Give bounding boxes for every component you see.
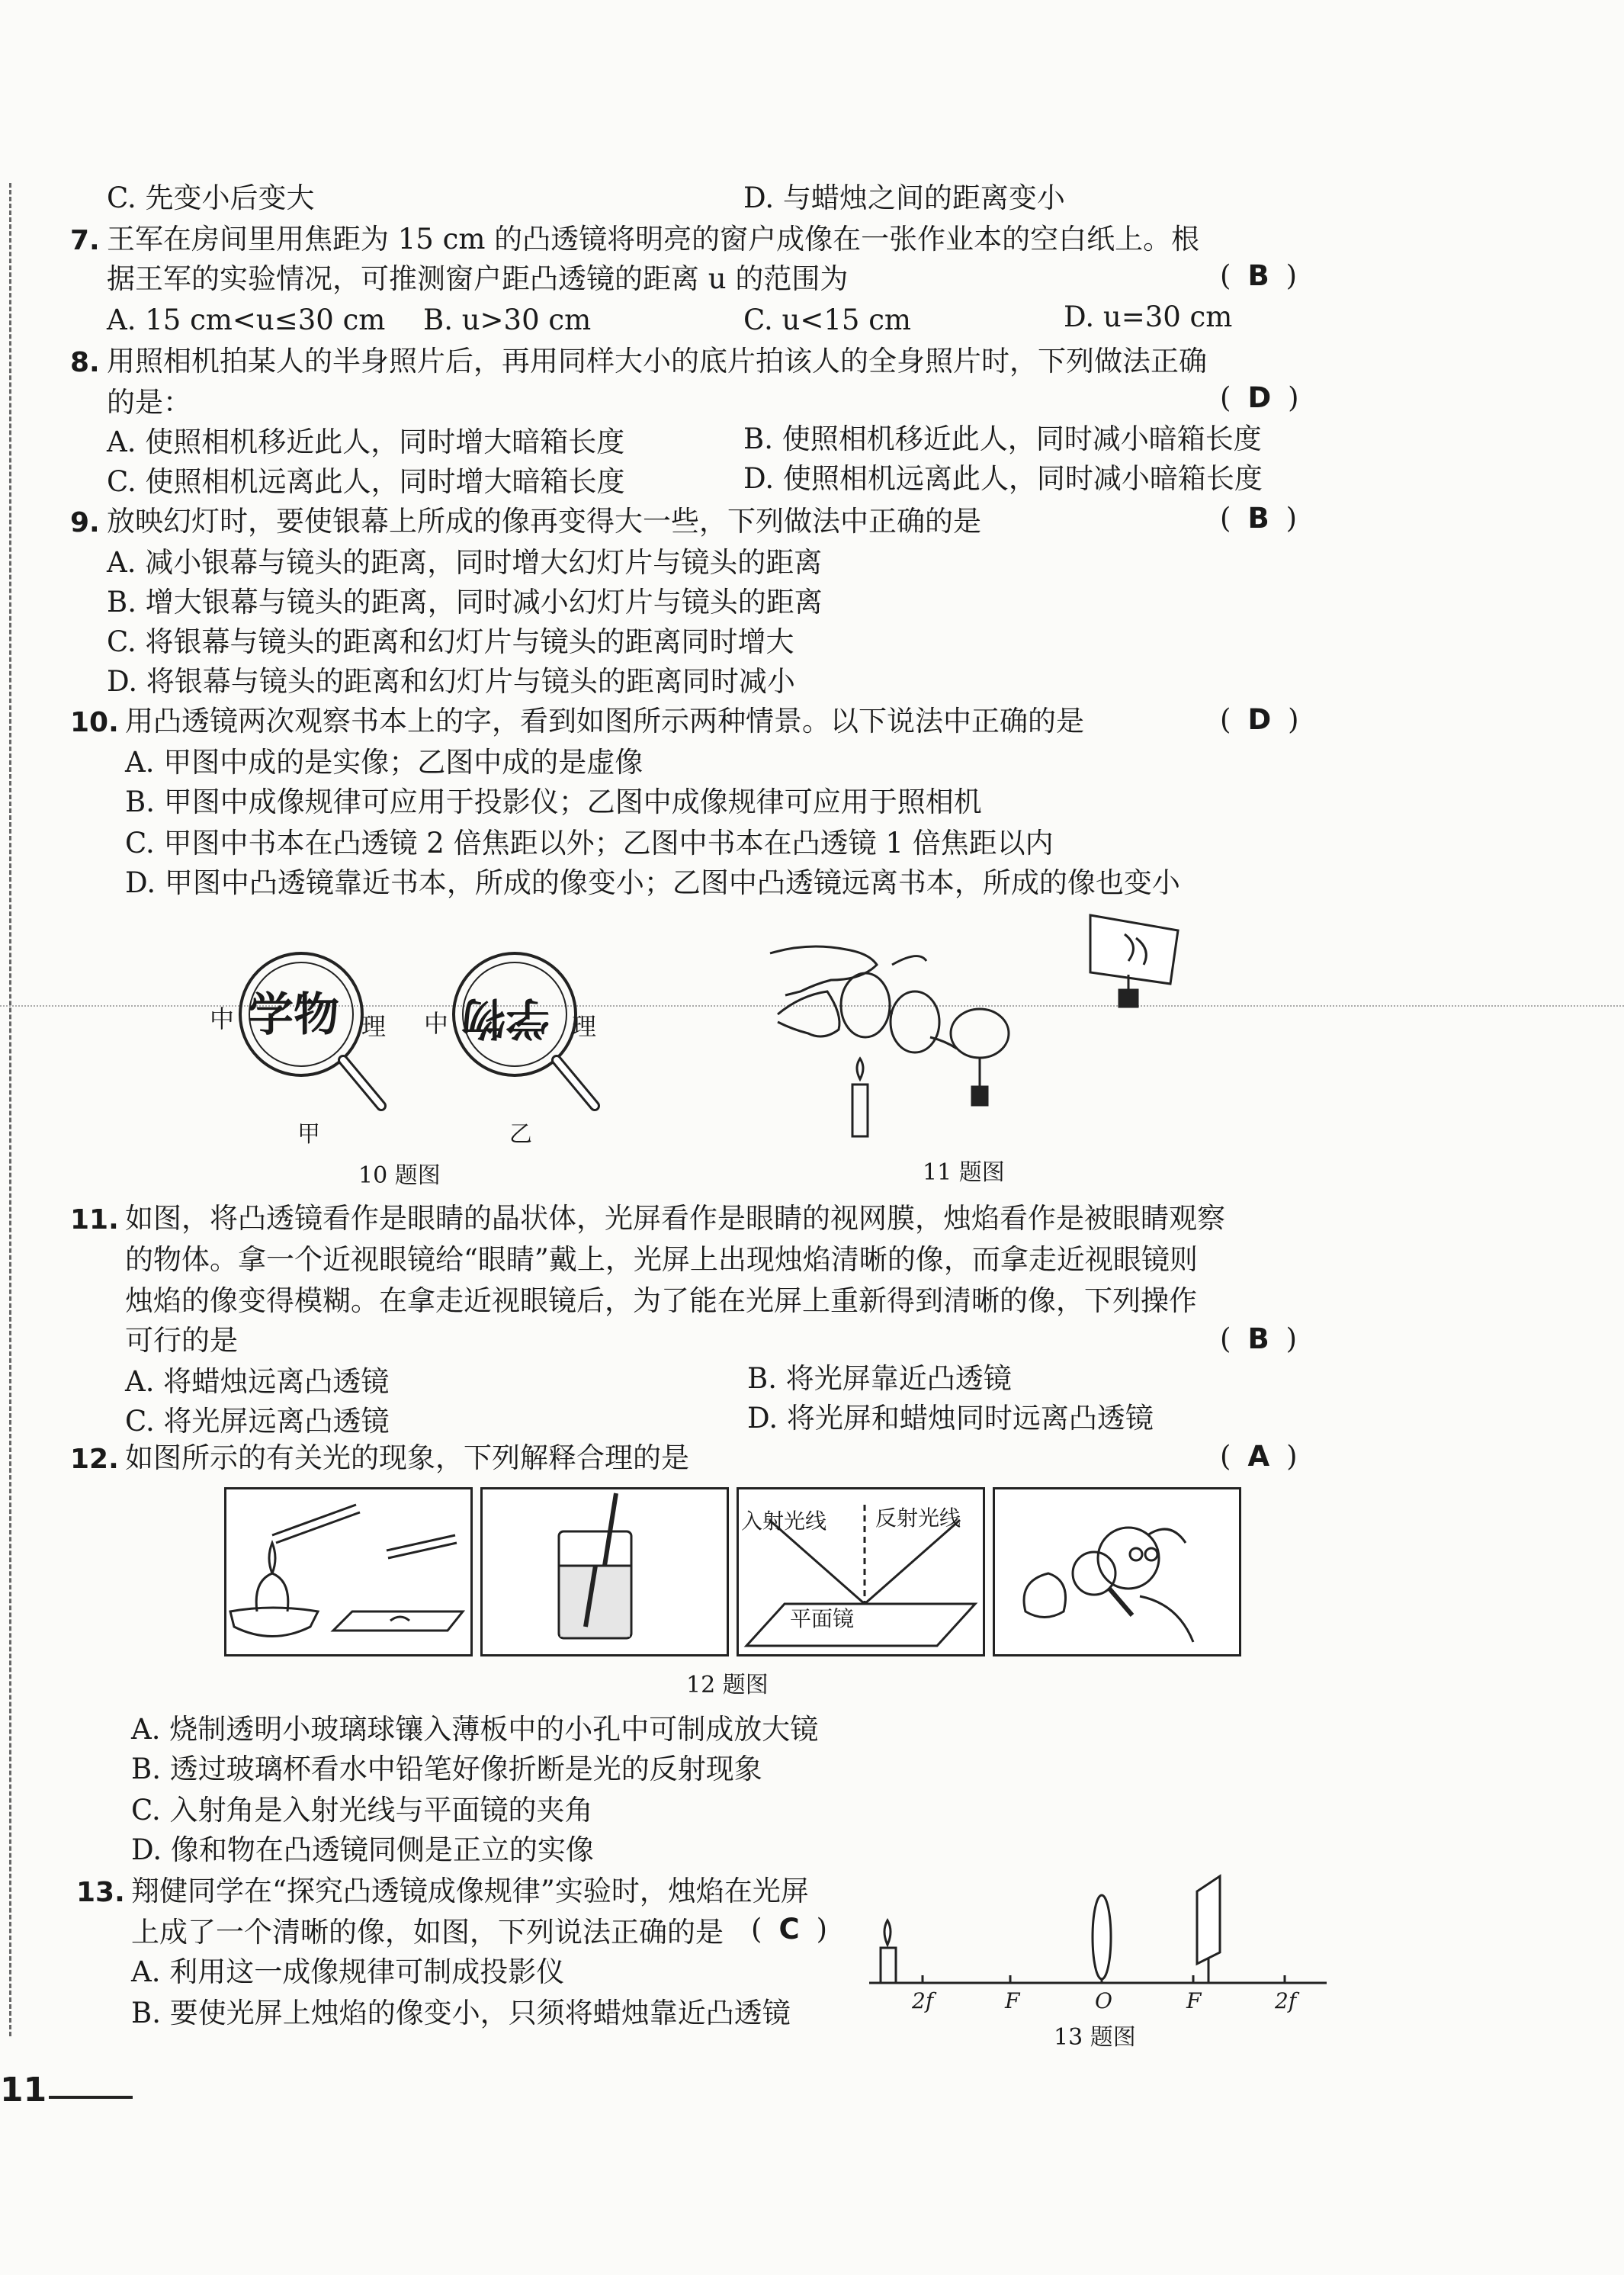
fig12-panel-pencil-in-water [480,1487,729,1656]
fig10-yi-right-char: 理 [572,1012,597,1041]
q7-option-a: A. 15 cm<u≤30 cm [107,304,386,336]
q9-option-a: A. 减小银幕与镜头的距离，同时增大幻灯片与镜头的距离 [107,546,823,579]
q11-stem-3: 烛焰的像变得模糊。在拿走近视眼镜后，为了能在光屏上重新得到清晰的像，下列操作 [125,1284,1197,1317]
q13-stem-1: 翔健同学在“探究凸透镜成像规律”实验时，烛焰在光屏 [131,1875,809,1907]
q12-answer-letter: A [1247,1440,1270,1473]
q11-option-a: A. 将蜡烛远离凸透镜 [125,1365,390,1398]
q13-answer: ( C ) [751,1913,828,1946]
fig10-jia-right-char: 理 [361,1012,387,1041]
q10-number: 10. [70,707,119,738]
fig12-caption: 12 题图 [686,1672,769,1698]
q7-stem-1: 王军在房间里用焦距为 15 cm 的凸透镜将明亮的窗户成像在一张作业本的空白纸上。根 [107,223,1200,255]
page-number: 11 [0,2071,47,2110]
candle [881,1920,896,1983]
q11-stem-2: 的物体。拿一个近视眼镜给“眼睛”戴上，光屏上出现烛焰清晰的像，而拿走近视眼镜则 [125,1243,1198,1276]
q13-answer-letter: C [778,1913,800,1946]
q9-option-b: B. 增大银幕与镜头的距离，同时减小幻灯片与镜头的距离 [107,586,823,619]
q10-answer-letter: D [1247,703,1272,736]
q13-stem-2: 上成了一个清晰的像，如图，下列说法正确的是 [131,1916,724,1949]
q11-answer: ( B ) [1220,1322,1298,1355]
q8-option-d: D. 使照相机远离此人，同时减小暗箱长度 [743,462,1263,495]
q7-answer-letter: B [1247,259,1269,292]
fig10-jia-left-char: 中 [210,1004,235,1033]
fig13-tick-2f-left: 2f [912,1988,934,2013]
fig12-panel4-drawing [995,1489,1239,1654]
light-screen [1090,915,1178,1007]
q8-option-a: A. 使照相机移近此人，同时增大暗箱长度 [107,426,625,458]
q8-answer-letter: D [1247,381,1272,414]
q8-stem-2: 的是： [107,386,191,419]
q13-option-a: A. 利用这一成像规律可制成投影仪 [131,1955,565,1988]
q6-option-c: C. 先变小后变大 [107,182,315,214]
q7-option-c: C. u<15 cm [743,304,911,336]
q10-option-c: C. 甲图中书本在凸透镜 2 倍焦距以外；乙图中书本在凸透镜 1 倍焦距以内 [125,827,1054,860]
hand-holding-glasses [770,946,957,1052]
fig13-caption: 13 题图 [1054,2024,1136,2051]
lens [1093,1895,1111,1983]
q13-number: 13. [76,1877,125,1908]
fig10-caption: 10 题图 [358,1162,441,1189]
q8-number: 8. [70,347,100,378]
fig13-tick-2f-right: 2f [1275,1988,1297,2013]
q9-stem-1: 放映幻灯时，要使银幕上所成的像再变得大一些，下列做法中正确的是 [107,505,981,538]
fig12-reflected-ray-label: 反射光线 [875,1505,961,1531]
q11-stem-1: 如图，将凸透镜看作是眼睛的晶状体，光屏看作是眼睛的视网膜，烛焰看作是被眼睛观察 [125,1202,1225,1235]
fig13-tick-f-left: F [1005,1988,1020,2013]
fig10-yi-left-char: 中 [424,1009,449,1038]
fig11-caption: 11 题图 [923,1159,1005,1186]
fig10-jia-magnified-text: 学物 [248,988,339,1042]
q9-answer-letter: B [1247,502,1269,535]
fig13-tick-o: O [1095,1988,1112,2013]
q9-number: 9. [70,507,100,538]
q12-option-d: D. 像和物在凸透镜同侧是正立的实像 [131,1833,594,1866]
q9-answer: ( B ) [1220,502,1298,535]
q12-number: 12. [70,1444,119,1475]
q13-option-b: B. 要使光屏上烛焰的像变小，只须将蜡烛靠近凸透镜 [131,1997,791,2029]
fig12-panel2-drawing [483,1489,727,1654]
q6-option-d: D. 与蜡烛之间的距离变小 [743,182,1065,214]
fig12-incident-ray-label: 入射光线 [741,1509,827,1534]
q7-number: 7. [70,225,100,256]
q12-answer: ( A ) [1220,1440,1298,1473]
q9-option-d: D. 将银幕与镜头的距离和幻灯片与镜头的距离同时减小 [107,665,795,698]
q10-stem-1: 用凸透镜两次观察书本上的字，看到如图所示两种情景。以下说法中正确的是 [125,705,1084,737]
q10-answer: ( D ) [1220,703,1299,736]
q11-option-c: C. 将光屏远离凸透镜 [125,1405,390,1438]
q12-option-a: A. 烧制透明小玻璃球镶入薄板中的小孔中可制成放大镜 [131,1713,819,1746]
q11-number: 11. [70,1204,119,1236]
q9-option-c: C. 将银幕与镜头的距离和幻灯片与镜头的距离同时增大 [107,625,794,658]
q7-option-d: D. u=30 cm [1064,300,1233,333]
q8-stem-1: 用照相机拍某人的半身照片后，再用同样大小的底片拍该人的全身照片时，下列做法正确 [107,345,1207,378]
q10-option-d: D. 甲图中凸透镜靠近书本，所成的像变小；乙图中凸透镜远离书本，所成的像也变小 [125,866,1180,899]
fig12-mirror-label: 平面镜 [790,1606,855,1631]
q11-option-d: D. 将光屏和蜡烛同时远离凸透镜 [747,1402,1154,1435]
fig12-panel1-drawing [226,1489,470,1654]
q10-option-a: A. 甲图中成的是实像；乙图中成的是虚像 [125,746,644,779]
fig12-panel-glass-bead [224,1487,473,1656]
convex-lens [951,1009,1009,1105]
q7-option-b: B. u>30 cm [423,304,592,336]
q11-stem-4: 可行的是 [125,1324,238,1357]
q10-option-b: B. 甲图中成像规律可应用于投影仪；乙图中成像规律可应用于照相机 [125,786,982,818]
q12-stem-1: 如图所示的有关光的现象，下列解释合理的是 [125,1441,689,1474]
q11-answer-letter: B [1247,1322,1269,1355]
candle [852,1059,868,1136]
fig10-label-jia: 甲 [297,1121,320,1148]
fig13-tick-f-right: F [1186,1988,1202,2013]
q8-option-b: B. 使照相机移近此人，同时减小暗箱长度 [743,423,1262,455]
q8-answer: ( D ) [1220,381,1299,414]
q12-option-c: C. 入射角是入射光线与平面镜的夹角 [131,1794,593,1827]
q7-answer: ( B ) [1220,259,1298,292]
fig10-label-yi: 乙 [509,1121,532,1148]
binding-margin-line [9,183,11,2036]
fig11-eye-model [755,908,1212,1152]
page-number-rule [49,2096,133,2099]
q8-option-c: C. 使照相机远离此人，同时增大暗箱长度 [107,465,625,498]
screen [1197,1876,1220,1983]
q12-option-b: B. 透过玻璃杯看水中铅笔好像折断是光的反射现象 [131,1753,762,1785]
q11-option-b: B. 将光屏靠近凸透镜 [747,1362,1012,1395]
fig12-panel-magnifier-person [993,1487,1241,1656]
q7-stem-2: 据王军的实验情况，可推测窗户距凸透镜的距离 u 的范围为 [107,262,849,295]
fig10-yi-inverted-text: 学物 [461,992,550,1044]
